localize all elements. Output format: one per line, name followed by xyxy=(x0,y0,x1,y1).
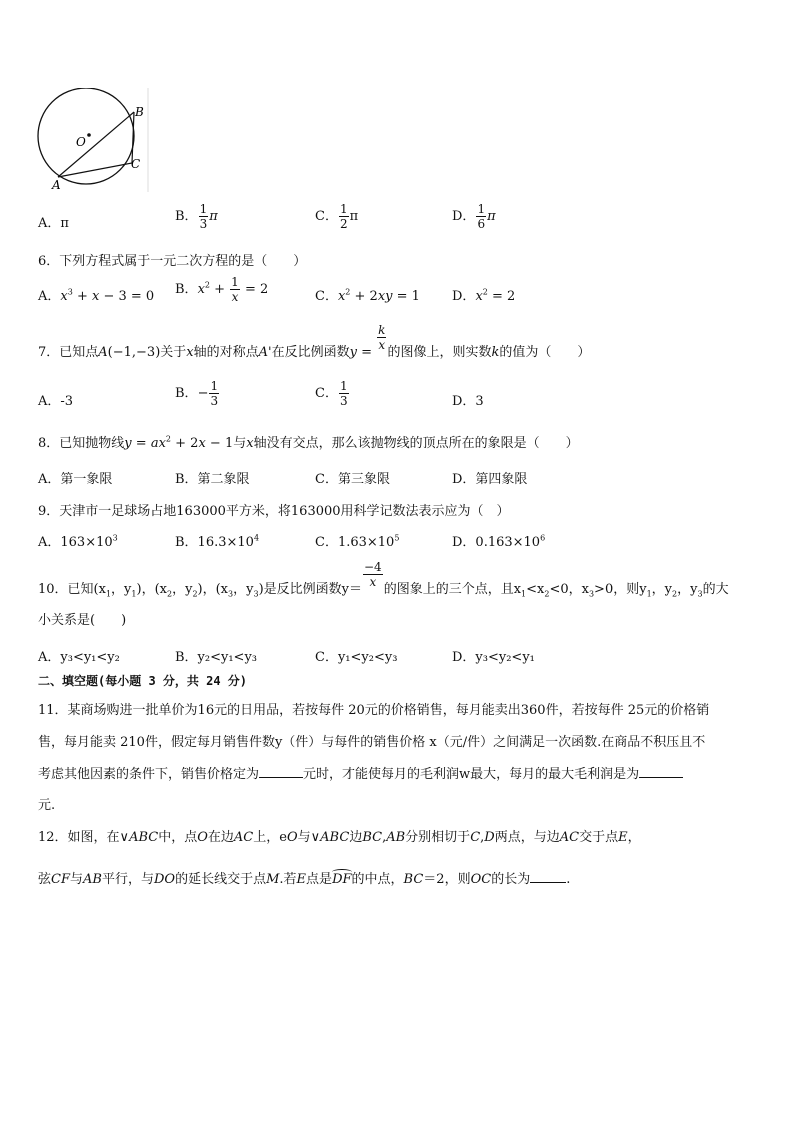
q6-option-a: A．$x^3 + x - 3 = 0$ xyxy=(38,287,155,304)
q12-text: 弦 xyxy=(38,872,52,887)
q10-text: 的大 xyxy=(702,582,729,597)
q6-option-d: D．$x^2 = 2$ xyxy=(452,287,516,304)
q9-option-c-text: C．1.63×10 xyxy=(315,535,395,550)
q5-option-a: A．π xyxy=(38,216,69,231)
q7-text: 关于 xyxy=(160,345,187,360)
fraction: $\frac{-4}{x}$ xyxy=(363,560,382,589)
q9-option-d xyxy=(452,531,545,550)
q6-option-c: C．$x^2 + 2xy = 1$ xyxy=(315,287,420,304)
q7-options xyxy=(38,378,758,418)
q7-text: 的值为（ ） xyxy=(499,345,591,360)
q12-text: 的中点， xyxy=(351,872,404,887)
q8-option-d: D．第四象限 xyxy=(452,472,528,487)
q12-text: 的长为 xyxy=(491,872,531,887)
section-heading: 二、填空题(每小题 3 分，共 24 分) xyxy=(38,674,248,688)
q7-option-c xyxy=(315,380,350,407)
center-point xyxy=(87,133,91,137)
q12-text: . xyxy=(566,872,571,887)
q11-line3 xyxy=(38,763,683,782)
q12-text: 点是 xyxy=(306,872,333,887)
q7-option-c-prefix: C． xyxy=(315,386,338,401)
q7-option-a: A．-3 xyxy=(38,394,74,409)
q10-text: <x xyxy=(526,582,545,597)
q12-line2: 弦CF与AB平行，与DO的延长线交于点M.若E点是DF的中点，BC＝2，则OC的长为 . xyxy=(38,872,571,887)
q10-text: ，y xyxy=(651,582,673,597)
answer-blank[interactable] xyxy=(259,765,303,778)
q11-line2: 售，每月能卖 210件，假定每月销售件数y（件）与每件的销售价格 x（元/件）之间满足一次函数.在商品不积压且不 xyxy=(38,735,706,750)
fraction: $\frac{1}{3}$ xyxy=(199,202,208,231)
q10-text: )，(x xyxy=(136,582,167,597)
q12-text: 若 xyxy=(283,872,297,887)
q8-option-a: A．第一象限 xyxy=(38,472,113,487)
fraction: $\frac{k}{x}$ xyxy=(378,323,386,352)
q10-option-a: A．y₃<y₁<y₂ xyxy=(38,650,120,665)
answer-blank[interactable] xyxy=(639,765,683,778)
q6-stem: 6．下列方程式属于一元二次方程的是（ ） xyxy=(38,254,307,269)
q5-option-d-prefix: D． xyxy=(452,209,476,224)
q10-text: 10．已知(x xyxy=(38,582,106,597)
q8-text: 8．已知抛物线 xyxy=(38,436,125,451)
q9-option-b-text: B．16.3×10 xyxy=(175,535,254,550)
q6-option-a-prefix: A． xyxy=(38,289,61,304)
q9-option-c-exponent: 5 xyxy=(394,533,400,543)
q8-options xyxy=(38,468,758,486)
q12-text: 两点，与边 xyxy=(494,830,560,845)
q9-option-b-exponent: 4 xyxy=(253,533,260,543)
q9-option-a-text: A．163×10 xyxy=(38,535,113,550)
q8-text: 与 xyxy=(233,436,247,451)
q10-line2: 小关系是( ) xyxy=(38,613,127,628)
q8-text: 轴没有交点，那么该抛物线的顶点所在的象限是（ ） xyxy=(253,436,579,451)
q12-text: 与 xyxy=(69,872,83,887)
label-b: B xyxy=(135,105,144,119)
q8-option-b: B．第二象限 xyxy=(175,472,250,487)
q9-option-c xyxy=(315,531,399,550)
q7-text: 在反比例函数 xyxy=(271,345,350,360)
q10-option-d: D．y₃<y₂<y₁ xyxy=(452,650,535,665)
q10-text: <0，x xyxy=(549,582,589,597)
q10-option-b: B．y₂<y₁<y₃ xyxy=(175,650,258,665)
q10-stem: 10．已知($x_1$，$y_1$)，($x_2$，$y_2$)，($x_3$，$y_3$)是反比例函数y＝ $\frac{-4}{x}$ 的图象上的三个点，且$x_1<x_2<0$，$x_3>0$，则$y_1$，$y_2$，$y_3$的大 xyxy=(38,560,729,599)
circle-figure xyxy=(34,88,152,192)
q9-option-a-exponent: 3 xyxy=(112,533,118,543)
q9-option-a xyxy=(38,531,118,550)
q11-line4: 元. xyxy=(38,798,56,813)
q9-options xyxy=(38,531,758,549)
q12-text: 与 xyxy=(297,830,311,845)
q12-text: 的延长线交于点 xyxy=(175,872,267,887)
q5-option-b-prefix: B． xyxy=(175,209,198,224)
fraction: $\frac{1}{2}$ xyxy=(339,202,348,231)
q7-text: 的图像上，则实数 xyxy=(387,345,492,360)
q11-text: 考虑其他因素的条件下，销售价格定为 xyxy=(38,767,260,782)
q12-text: 中，点 xyxy=(158,830,198,845)
answer-blank[interactable] xyxy=(530,870,566,883)
q7-option-b-prefix: B． xyxy=(175,386,198,401)
q9-option-b xyxy=(175,531,259,550)
label-o: O xyxy=(76,135,86,149)
fraction: $\frac{1}{6}$ xyxy=(477,202,486,231)
q5-option-c-prefix: C． xyxy=(315,209,338,224)
q9-option-d-text: D．0.163×10 xyxy=(452,535,541,550)
q10-text: )是反比例函数y＝ xyxy=(258,582,362,597)
q10-option-c: C．y₁<y₂<y₃ xyxy=(315,650,398,665)
q10-text: 的图象上的三个点，且x xyxy=(383,582,522,597)
q12-text: ，则 xyxy=(444,872,471,887)
q10-options xyxy=(38,646,758,664)
q12-text: 上， xyxy=(253,830,280,845)
q12-text: 边 xyxy=(349,830,363,845)
q12-text: ， xyxy=(627,830,641,845)
q10-text: ，y xyxy=(111,582,132,597)
q5-options xyxy=(38,203,758,239)
q10-text: ，y xyxy=(233,582,254,597)
q9-stem: 9．天津市一足球场占地163000平方米，将163000用科学记数法表示应为（ ） xyxy=(38,504,510,519)
q5-option-b: B． $\frac{1}{3}$ π xyxy=(175,202,218,231)
q10-text: >0，则y xyxy=(594,582,647,597)
fraction: $\frac{1}{3}$ xyxy=(339,379,348,408)
q12-text: 12．如图，在 xyxy=(38,830,120,845)
q7-option-b: B．− $\frac{1}{3}$ xyxy=(175,379,219,408)
q6-options xyxy=(38,274,758,314)
q11-text: 元时，才能使每月的毛利润w最大，每月的最大毛利润是为 xyxy=(303,767,640,782)
q8-option-c: C．第三象限 xyxy=(315,472,390,487)
label-c: C xyxy=(131,157,141,171)
q6-option-b: B．$x^2$ + $\frac{1}{x}$ = 2 xyxy=(175,275,269,304)
q12-text: 交于点 xyxy=(579,830,619,845)
q12-text: 平行，与 xyxy=(101,872,154,887)
label-a: A xyxy=(52,178,61,192)
q7-option-d: D．3 xyxy=(452,394,484,409)
q10-text: )，(x xyxy=(197,582,229,597)
q5-option-c: C． $\frac{1}{2}$ π xyxy=(315,202,359,231)
q6-option-d-prefix: D． xyxy=(452,289,476,304)
fraction: $\frac{1}{3}$ xyxy=(210,379,219,408)
q8-stem: 8．已知抛物线$y = ax^2 + 2x - 1$与x轴没有交点，那么该抛物线的顶点所在的象限是（ ） xyxy=(38,434,579,451)
q7-text: 轴的对称点 xyxy=(193,345,259,360)
q10-text: ，y xyxy=(677,582,698,597)
q10-text: ，y xyxy=(172,582,193,597)
q12-line1: 12．如图，在∨ABC中，点O在边AC上，eO与∨ABC边BC,AB分别相切于C,D两点，与边AC交于点E， xyxy=(38,830,641,845)
q7-text: 7．已知点 xyxy=(38,345,99,360)
q6-option-b-prefix: B． xyxy=(175,282,198,297)
q11-line1: 11．某商场购进一批单价为16元的日用品，若按每件 20元的价格销售，每月能卖出360件，若按每件 25元的价格销 xyxy=(38,703,710,718)
q12-text: 在边 xyxy=(207,830,234,845)
arc-df: DF xyxy=(332,872,352,887)
q9-option-d-exponent: 6 xyxy=(540,533,546,543)
fraction: $\frac{1}{x}$ xyxy=(231,275,239,304)
q12-text: 分别相切于 xyxy=(405,830,471,845)
q5-option-d: D． $\frac{1}{6}$ π xyxy=(452,202,496,231)
q7-stem: 7．已知点A(−1,−3)关于x轴的对称点A'在反比例函数y = $\frac{k}{x}$ 的图像上，则实数k的值为（ ） xyxy=(38,323,591,360)
q6-option-c-prefix: C． xyxy=(315,289,338,304)
